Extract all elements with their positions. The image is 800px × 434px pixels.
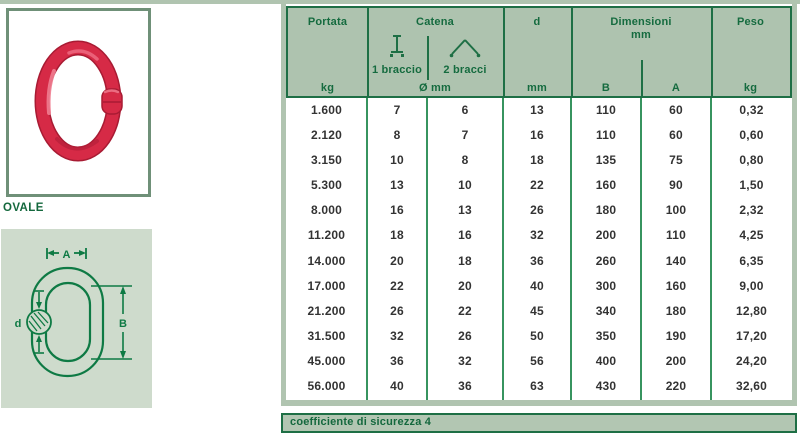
table-cell: 140 [665, 253, 687, 268]
product-photo-frame [6, 8, 151, 197]
oval-master-link-photo [9, 11, 148, 194]
one-leg-sling-icon [387, 34, 407, 67]
table-row [286, 123, 792, 148]
table-cell: 200 [595, 228, 617, 243]
table-cell: 18 [530, 153, 544, 168]
spec-table [281, 4, 797, 406]
table-cell: 90 [669, 178, 683, 193]
table-cell: 32,60 [735, 379, 768, 394]
column-header-d: d [533, 16, 541, 28]
safety-coefficient-note: coefficiente di sicurezza 4 [281, 413, 797, 433]
table-cell: 0,80 [739, 153, 764, 168]
table-cell: 2,32 [739, 203, 764, 218]
table-cell: 31.500 [307, 328, 346, 343]
diagram-label-d: d [14, 318, 22, 330]
dimension-diagram-panel [1, 229, 152, 408]
table-cell: 180 [595, 203, 617, 218]
table-cell: 10 [458, 178, 472, 193]
table-cell: 200 [665, 353, 687, 368]
column-divider [366, 98, 368, 400]
column-header-portata: Portata [307, 16, 348, 28]
column-divider [640, 98, 642, 400]
table-cell: 110 [666, 228, 686, 243]
table-cell: 16 [390, 203, 404, 218]
table-cell: 8 [393, 128, 401, 143]
product-name-label: OVALE [3, 202, 44, 214]
table-cell: 22 [390, 278, 404, 293]
diagram-label-a: A [62, 249, 71, 261]
table-cell: 1.600 [310, 103, 343, 117]
table-cell: 3.150 [310, 153, 343, 168]
unit-diameter-mm: Ø mm [419, 82, 451, 94]
column-header-dimensioni-unit: mm [631, 29, 651, 41]
table-cell: 32 [458, 353, 472, 368]
table-cell: 430 [595, 379, 617, 394]
column-divider [502, 98, 504, 400]
table-row [286, 299, 792, 324]
table-cell: 8 [461, 153, 469, 168]
table-cell: 160 [665, 278, 687, 293]
table-cell: 60 [669, 128, 683, 143]
table-cell: 6,35 [739, 253, 764, 268]
table-row [286, 374, 792, 399]
table-cell: 7 [393, 103, 401, 117]
table-cell: 75 [669, 153, 683, 168]
table-cell: 21.200 [307, 303, 346, 318]
table-cell: 20 [390, 253, 404, 268]
table-row [286, 223, 792, 248]
table-cell: 32 [530, 228, 544, 243]
table-cell: 18 [390, 228, 404, 243]
table-cell: 32 [390, 328, 404, 343]
column-divider [426, 98, 428, 400]
table-cell: 13 [390, 178, 404, 193]
table-cell: 40 [530, 278, 544, 293]
table-cell: 16 [458, 228, 472, 243]
table-cell: 12,80 [735, 303, 768, 318]
table-cell: 45.000 [307, 353, 346, 368]
table-cell: 190 [665, 328, 687, 343]
table-cell: 14.000 [307, 253, 346, 268]
table-cell: 40 [390, 379, 404, 394]
unit-kg-peso: kg [743, 82, 758, 94]
table-rows [286, 98, 792, 400]
table-cell: 63 [530, 379, 544, 394]
table-cell: 400 [595, 353, 617, 368]
unit-b: B [601, 82, 611, 94]
table-cell: 50 [530, 328, 544, 343]
dimension-diagram [1, 229, 152, 408]
table-cell: 24,20 [735, 353, 768, 368]
table-cell: 8.000 [310, 203, 343, 218]
table-cell: 13 [458, 203, 472, 218]
spec-table-header [286, 6, 792, 98]
unit-mm: mm [527, 82, 547, 94]
table-cell: 300 [595, 278, 617, 293]
table-row [286, 324, 792, 349]
table-cell: 20 [458, 278, 472, 293]
table-cell: 17.000 [307, 278, 346, 293]
table-row [286, 274, 792, 299]
table-cell: 36 [390, 353, 404, 368]
table-cell: 0,32 [739, 103, 764, 117]
table-cell: 7 [461, 128, 469, 143]
table-cell: 10 [390, 153, 404, 168]
two-leg-sling-icon [448, 37, 482, 64]
subcolumn-2bracci: 2 bracci [443, 64, 487, 76]
table-cell: 260 [595, 253, 617, 268]
table-cell: 56 [530, 353, 544, 368]
table-cell: 110 [596, 128, 616, 143]
table-cell: 180 [665, 303, 687, 318]
table-row [286, 173, 792, 198]
table-cell: 5.300 [310, 178, 343, 193]
table-cell: 26 [530, 203, 544, 218]
table-cell: 6 [461, 103, 469, 117]
table-cell: 11.200 [307, 228, 346, 243]
table-cell: 350 [595, 328, 617, 343]
column-header-peso: Peso [736, 16, 765, 28]
table-cell: 36 [458, 379, 472, 394]
diagram-label-b: B [119, 318, 127, 330]
column-header-dimensioni: Dimensioni [610, 16, 672, 28]
unit-a: A [671, 82, 681, 94]
table-cell: 220 [665, 379, 687, 394]
table-row [286, 349, 792, 374]
table-cell: 100 [665, 203, 687, 218]
table-row [286, 249, 792, 274]
table-cell: 2.120 [310, 128, 343, 143]
table-cell: 17,20 [735, 328, 768, 343]
table-cell: 16 [530, 128, 544, 143]
table-cell: 22 [530, 178, 544, 193]
table-cell: 4,25 [739, 228, 764, 243]
table-cell: 56.000 [307, 379, 346, 394]
table-row [286, 148, 792, 173]
table-cell: 340 [595, 303, 617, 318]
table-cell: 110 [596, 103, 616, 117]
table-cell: 36 [530, 253, 544, 268]
table-cell: 45 [530, 303, 544, 318]
table-cell: 135 [595, 153, 617, 168]
table-cell: 22 [458, 303, 472, 318]
table-cell: 9,00 [739, 278, 764, 293]
column-header-catena: Catena [416, 16, 454, 28]
table-cell: 26 [458, 328, 472, 343]
table-cell: 60 [669, 103, 683, 117]
table-row [286, 198, 792, 223]
table-cell: 1,50 [739, 178, 764, 193]
table-cell: 0,60 [739, 128, 764, 143]
column-divider [710, 98, 712, 400]
column-divider [570, 98, 572, 400]
table-cell: 18 [458, 253, 472, 268]
subcolumn-1braccio: 1 braccio [371, 64, 423, 76]
unit-kg-portata: kg [320, 82, 335, 94]
table-cell: 13 [530, 103, 544, 117]
table-cell: 160 [595, 178, 617, 193]
table-cell: 26 [390, 303, 404, 318]
table-row [286, 98, 792, 123]
